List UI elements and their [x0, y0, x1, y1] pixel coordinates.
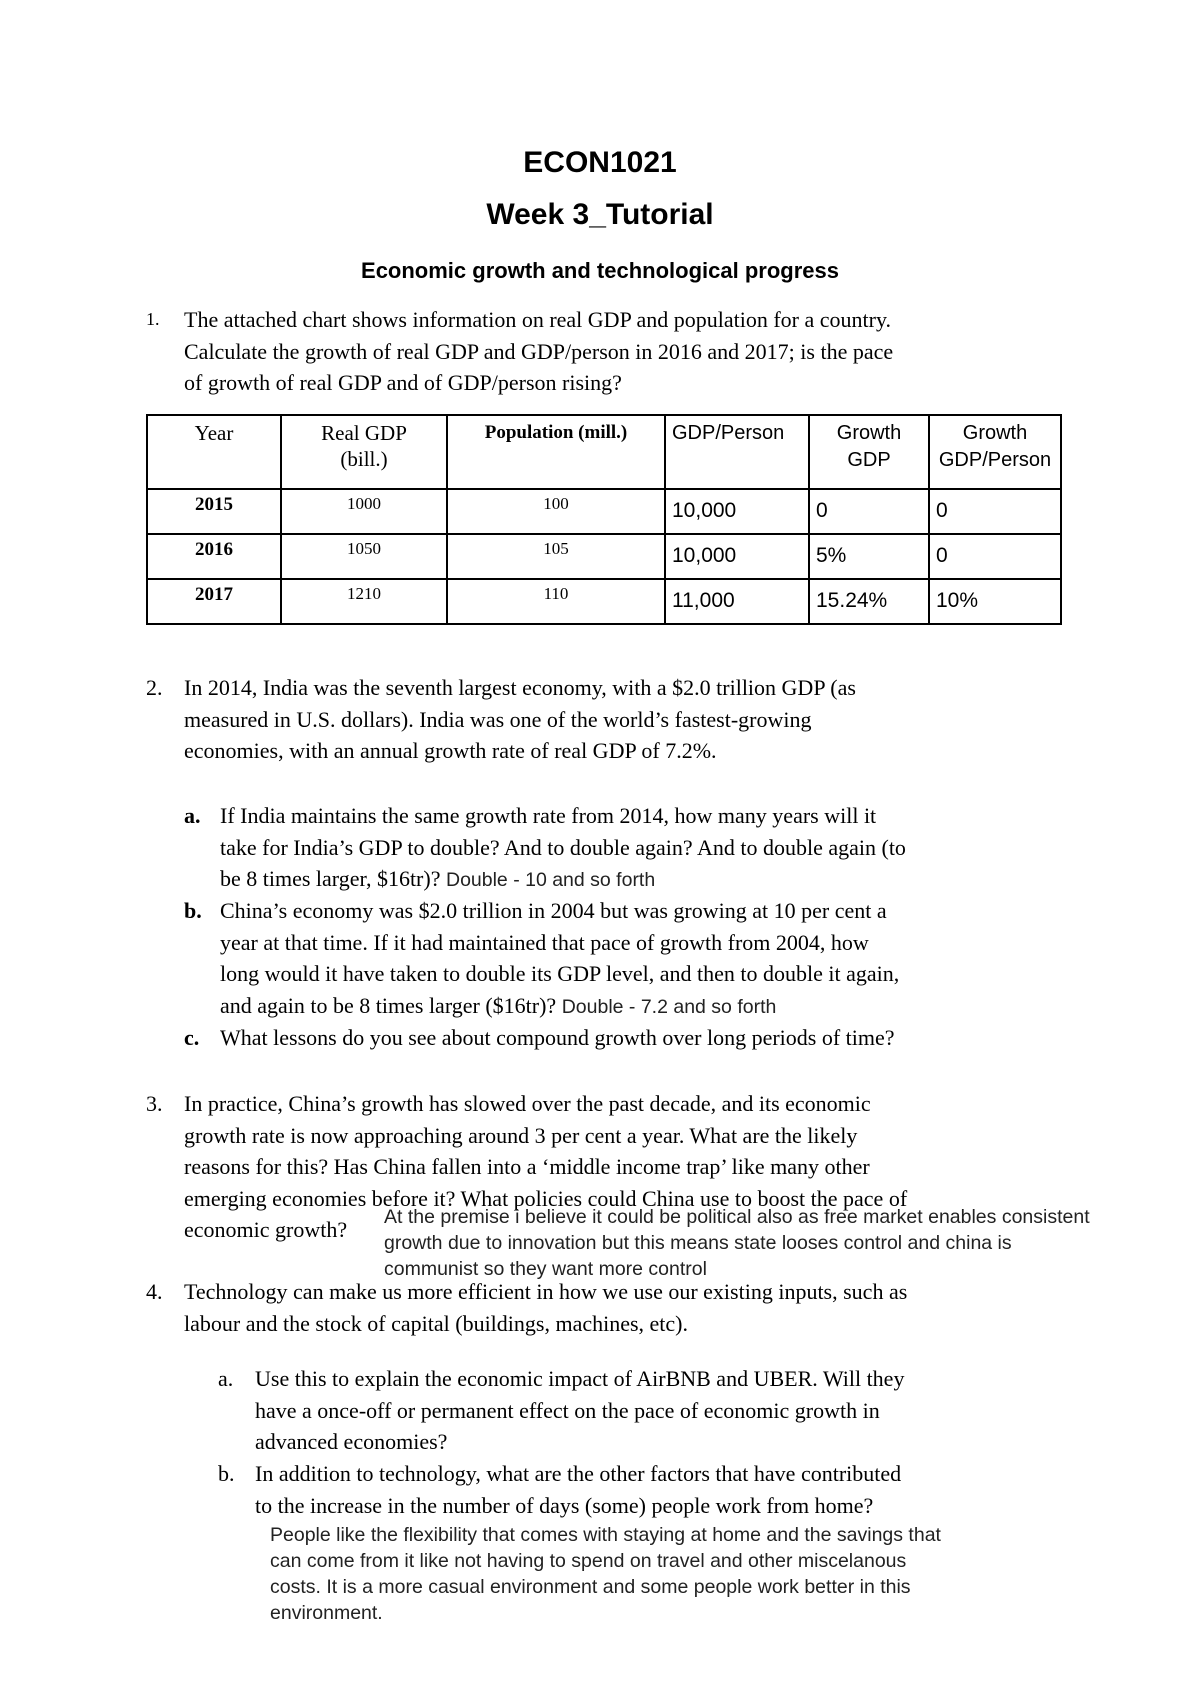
q4b-line: In addition to technology, what are the other factors that have contributed [255, 1461, 902, 1486]
q4a-line: have a once-off or permanent effect on the pace of economic growth in [255, 1397, 880, 1423]
q4-number: 4. [146, 1279, 163, 1304]
q2-number: 2. [146, 675, 163, 700]
q2-text [184, 672, 1064, 767]
q2b-line: China’s economy was $2.0 trillion in 2004 but was growing at 10 per cent a [220, 898, 887, 923]
header-growth-gdp-person: Growth GDP/Person [929, 415, 1061, 489]
table-row [147, 534, 1061, 579]
q4b-text [255, 1458, 1085, 1521]
table-row [147, 579, 1061, 624]
q4b-line: to the increase in the number of days (some) people work from home? [255, 1492, 874, 1518]
q2b-line-with-answer: and again to be 8 times larger ($16tr)? Double - 7.2 and so forth [220, 992, 777, 1018]
cell-growth-gdp-person: 10% [929, 579, 1061, 624]
q2b-answer: Double - 7.2 and so forth [561, 995, 777, 1018]
q2a-line-with-answer: be 8 times larger, $16tr)? Double - 10 and so forth [220, 866, 656, 891]
course-code: ECON1021 [523, 146, 677, 179]
cell-gdp-person: 10,000 [665, 534, 809, 579]
cell-gdp-person: 10,000 [665, 489, 809, 534]
q4-line: labour and the stock of capital (buildings, machines, etc). [184, 1310, 689, 1336]
q2-line: In 2014, India was the seventh largest economy, with a $2.0 trillion GDP (as [184, 675, 856, 700]
gdp-table [146, 414, 1062, 625]
q4a-line: Use this to explain the economic impact of AirBNB and UBER. Will they [255, 1366, 905, 1391]
q2b-line: long would it have taken to double its GDP level, and then to double it again, [220, 961, 900, 986]
header-year: Year [147, 415, 281, 489]
q3-line: In practice, China’s growth has slowed over the past decade, and its economic [184, 1091, 871, 1116]
table-header-row [147, 415, 1061, 489]
q3-line: reasons for this? Has China fallen into a ‘middle income trap’ like many other [184, 1154, 870, 1179]
cell-year: 2016 [147, 534, 281, 579]
q2a-letter: a. [184, 803, 201, 828]
q4a-letter: a. [218, 1366, 234, 1391]
cell-year: 2015 [147, 489, 281, 534]
q1-line: The attached chart shows information on real GDP and population for a country. [184, 307, 892, 332]
q2-line: economies, with an annual growth rate of real GDP of 7.2%. [184, 738, 717, 763]
cell-real-gdp: 1050 [281, 534, 447, 579]
cell-population: 105 [447, 534, 665, 579]
q2b-text [220, 895, 1080, 1023]
q4-text [184, 1276, 1074, 1339]
cell-growth-gdp: 5% [809, 534, 929, 579]
q2b-line: year at that time. If it had maintained that pace of growth from 2004, how [220, 929, 869, 955]
cell-growth-gdp-person: 0 [929, 534, 1061, 579]
topic-heading: Economic growth and technological progress [361, 258, 839, 283]
cell-gdp-person: 11,000 [665, 579, 809, 624]
cell-growth-gdp: 0 [809, 489, 929, 534]
q3-line: economic growth? [184, 1217, 348, 1242]
week-title: Week 3_Tutorial [486, 198, 714, 231]
cell-year: 2017 [147, 579, 281, 624]
q1-line: Calculate the growth of real GDP and GDP/person in 2016 and 2017; is the pace [184, 338, 894, 364]
table-row [147, 489, 1061, 534]
q4b-letter: b. [218, 1461, 235, 1486]
cell-real-gdp: 1000 [281, 489, 447, 534]
q3-number: 3. [146, 1091, 163, 1116]
q2c-line: What lessons do you see about compound growth over long periods of time? [220, 1025, 895, 1050]
cell-growth-gdp-person: 0 [929, 489, 1061, 534]
q2b-letter: b. [184, 898, 202, 923]
q2c-text [220, 1022, 1080, 1054]
cell-real-gdp: 1210 [281, 579, 447, 624]
header-real-gdp: Real GDP (bill.) [281, 415, 447, 489]
header-population: Population (mill.) [447, 415, 665, 489]
q2a-answer: Double - 10 and so forth [445, 869, 656, 891]
q3-line: emerging economies before it? What policies could China use to boost the pace of [184, 1185, 908, 1211]
header-growth-gdp: Growth GDP [809, 415, 929, 489]
cell-population: 110 [447, 579, 665, 624]
q3-line: growth rate is now approaching around 3 per cent a year. What are the likely [184, 1122, 858, 1148]
q4a-line: advanced economies? [255, 1429, 448, 1454]
cell-growth-gdp: 15.24% [809, 579, 929, 624]
q2c-letter: c. [184, 1025, 200, 1050]
q4b-answer: People like the flexibility that comes with staying at home and the savings that can come from it like not having to spend on travel and other miscelanous costs. It is a more casual environment and some people work better in this environment. [270, 1524, 941, 1624]
q1-text [184, 304, 1064, 399]
q1-number: 1. [146, 309, 160, 329]
q3-answer: At the premise i believe it could be political also as free market enables consistent growth due to innovation but this means state looses control and china is communist so they want more control [384, 1206, 1090, 1280]
q4-line: Technology can make us more efficient in how we use our existing inputs, such as [184, 1279, 908, 1304]
q2-line: measured in U.S. dollars). India was one of the world’s fastest-growing [184, 706, 812, 732]
cell-population: 100 [447, 489, 665, 534]
q4a-text [255, 1363, 1085, 1458]
header-gdp-person: GDP/Person [665, 415, 809, 489]
q2a-line: take for India’s GDP to double? And to double again? And to double again (to [220, 834, 906, 860]
q2a-line: If India maintains the same growth rate from 2014, how many years will it [220, 803, 877, 828]
q1-line: of growth of real GDP and of GDP/person rising? [184, 370, 622, 395]
q2a-text [220, 800, 1070, 897]
